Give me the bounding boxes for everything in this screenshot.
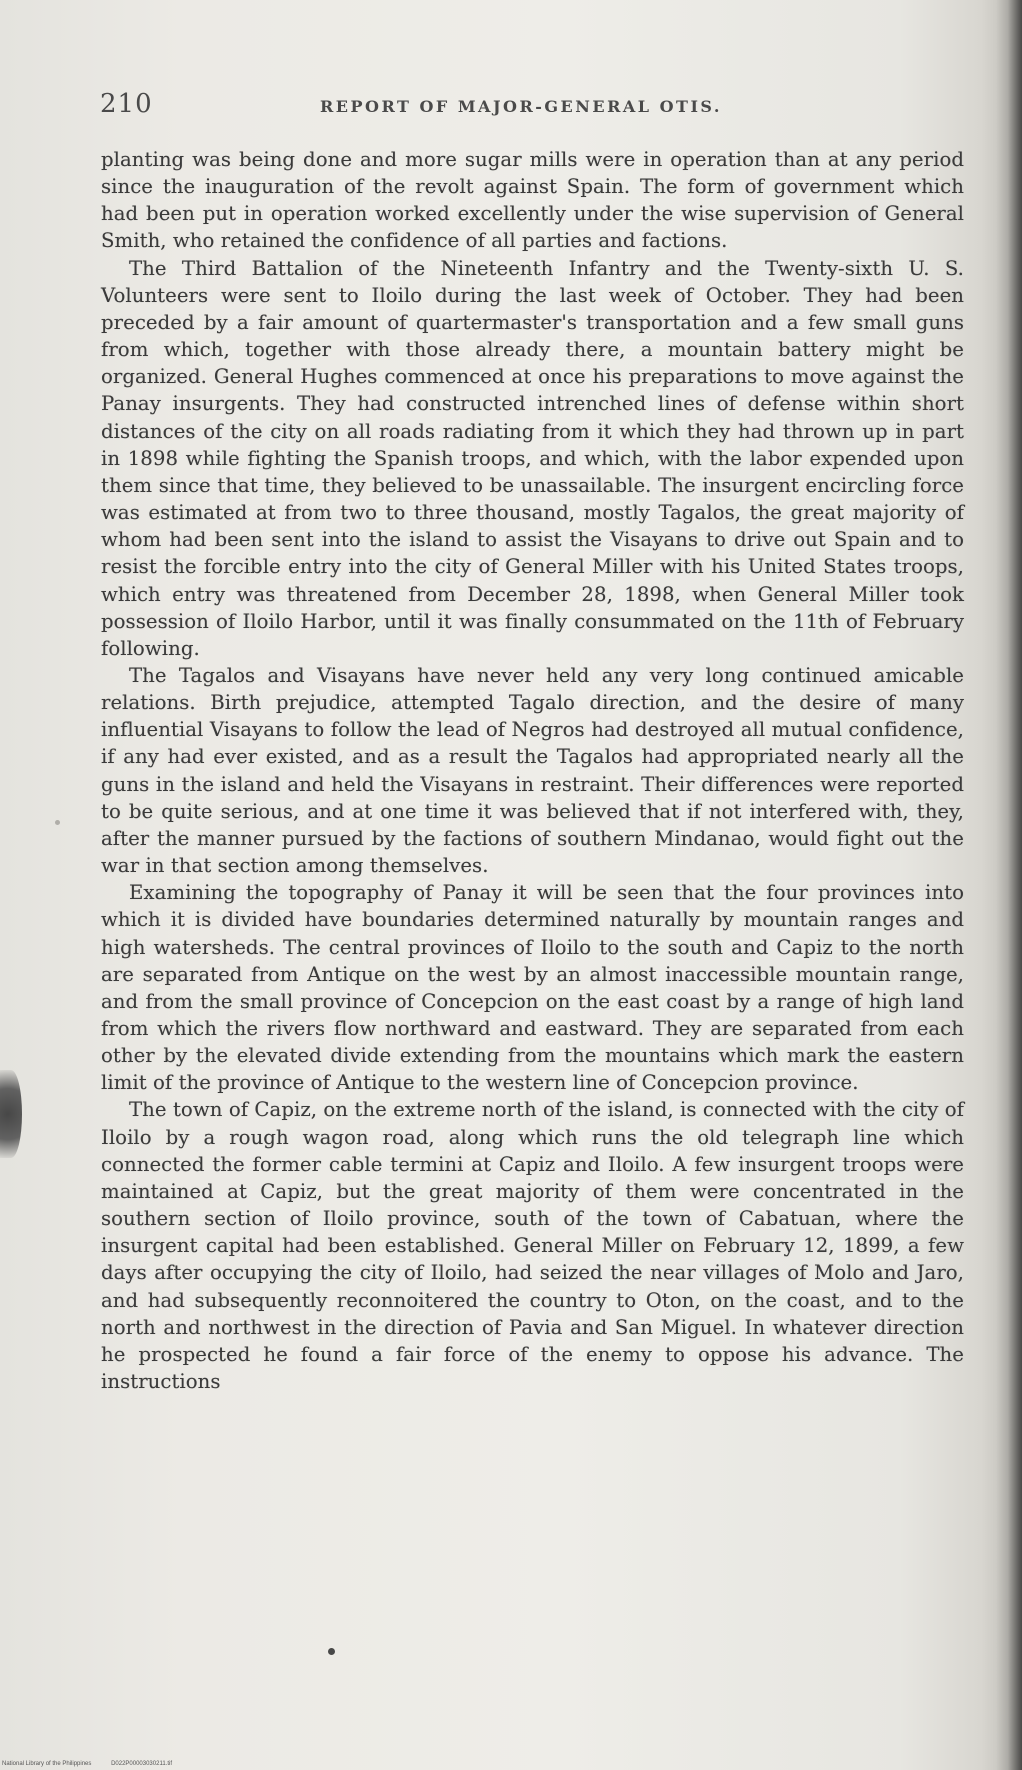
paragraph: Examining the topography of Panay it will be seen that the four provinces into which it is divided have boundaries determined naturally by mountain ranges and high watersheds. The central provinces of Iloilo to the south and Capiz to the north are separated from Antique on the west by an almost inaccessible mountain range, and from the small province of Concepcion on the east coast by a range of high land from which the rivers flow northward and eastward. They are separated from each other by the elevated divide extending from the mountains which mark the eastern limit of the province of Antique to the western line of Concepcion province. xyxy=(101,881,964,1095)
paragraph-continued: planting was being done and more sugar mills were in operation than at any period since the inauguration of the revolt against Spain. The form of government which had been put in operation worked excellently under the wise supervision of General Smith, who retained the confidence of all parties and factions. xyxy=(101,148,964,253)
book-spine-shadow xyxy=(996,0,1022,1770)
paper-speck xyxy=(55,820,60,825)
page-header xyxy=(100,88,960,130)
paragraph: The town of Capiz, on the extreme north of the island, is connected with the city of Iloilo by a rough wagon road, along which runs the old telegraph line which connected the former cable termini at Capiz and Iloilo. A few insurgent troops were maintained at Capiz, but the great majority of them were concentrated in the southern section of Iloilo province, south of the town of Cabatuan, where the insurgent capital had been established. General Miller on February 12, 1899, a few days after occupying the city of Iloilo, had seized the near villages of Molo and Jaro, and had subsequently reconnoitered the country to Oton, on the coast, and to the north and northwest in the direction of Pavia and San Miguel. In whatever direction he prospected he found a fair force of the enemy to oppose his advance. The instructions xyxy=(101,1098,964,1394)
paragraph: The Tagalos and Visayans have never held any very long continued amicable relations. Birth prejudice, attempted Tagalo direction, and the desire of many influential Visayans to follow the lead of Negros had destroyed all mutual confidence, if any had ever existed, and as a result the Tagalos had appropriated nearly all the guns in the island and held the Visayans in restraint. Their differences were reported to be quite serious, and at one time it was believed that if not interfered with, they, after the manner pursued by the factions of southern Mindanao, would fight out the war in that section among themselves. xyxy=(101,663,964,878)
library-credit: National Library of the Philippines xyxy=(2,1761,92,1767)
running-title: REPORT OF MAJOR-GENERAL OTIS. xyxy=(320,97,722,116)
paragraph: The Third Battalion of the Nineteenth Infantry and the Twenty-sixth U. S. Volunteers were sent to Iloilo during the last week of October. They had been preceded by a fair amount of quartermaster's transportation and a few small guns from which, together with those already there, a mountain battery might be organized. General Hughes commenced at once his preparations to move against the Panay insurgents. They had constructed intrenched lines of defense within short distances of the city on all roads radiating from it which they had thrown up in part in 1898 while fighting the Spanish troops, and which, with the labor expended upon them since that time, they believed to be unassailable. The insurgent encircling force was estimated at from two to three thousand, mostly Tagalos, the great majority of whom had been sent into the island to assist the Visayans to drive out Spain and to resist the forcible entry into the city of General Miller with his United States troops, which entry was threatened from December 28, 1898, when General Miller took possession of Iloilo Harbor, until it was finally consummated on the 11th of February following. xyxy=(101,256,964,660)
scan-footer xyxy=(2,1761,172,1768)
binding-hole-mark xyxy=(0,1070,22,1158)
page-number: 210 xyxy=(100,89,153,119)
body-text xyxy=(101,146,964,1395)
scan-file-id: D022P00003030211.tif xyxy=(111,1761,173,1767)
ink-dot xyxy=(328,1648,335,1655)
